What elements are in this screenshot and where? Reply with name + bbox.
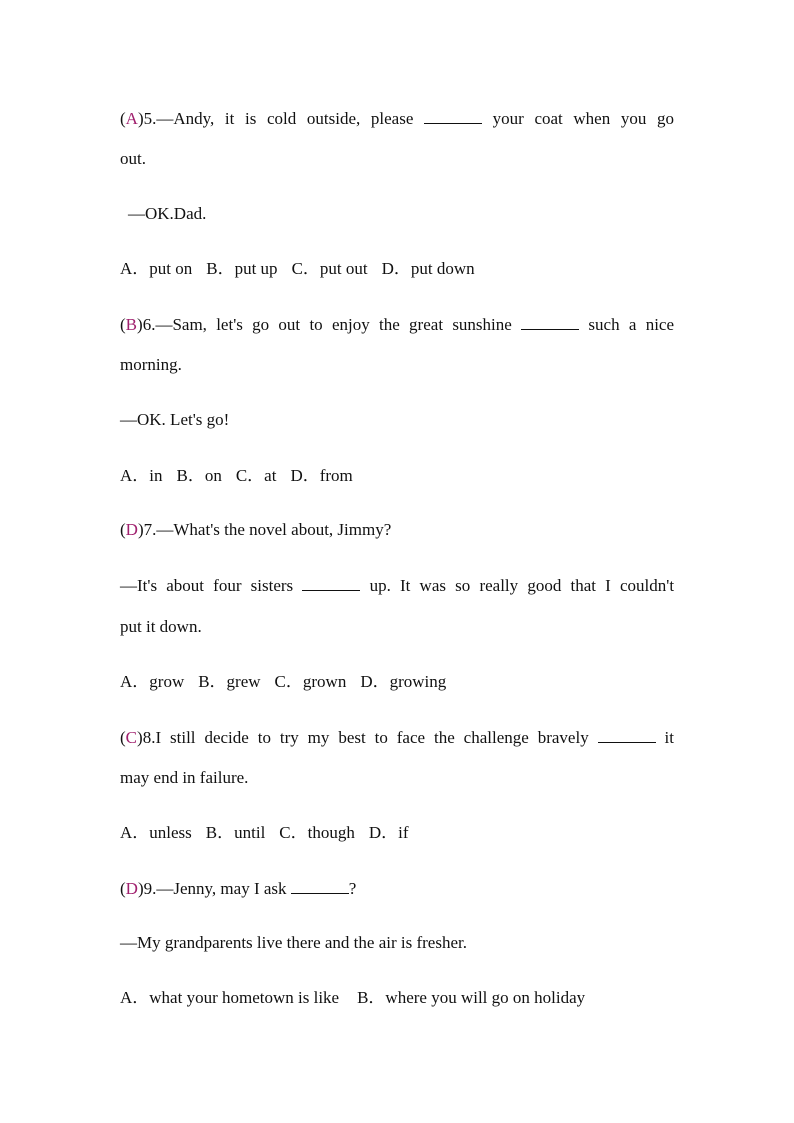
question-8-stem: (C)8.I still decide to try my best to face the challenge bravely it [120, 728, 674, 747]
question-7-stem: (D)7.—What's the novel about, Jimmy? [120, 520, 392, 539]
question-7-options [120, 672, 674, 692]
answer-blank [291, 878, 349, 894]
answer-letter: B [125, 315, 138, 334]
option-d: D．put down [381, 259, 475, 278]
answer-letter: D [125, 879, 138, 898]
question-8-options [120, 823, 674, 843]
option-c: C．grown [274, 672, 347, 691]
option-c: C．put out [291, 259, 368, 278]
answer-letter: D [125, 520, 138, 539]
option-b: B．until [205, 823, 266, 842]
option-b: B．grew [198, 672, 261, 691]
option-b: B．where you will go on holiday [357, 988, 586, 1007]
question-9-stem: (D)9.—Jenny, may I ask ? [120, 879, 357, 898]
option-d: D．from [290, 466, 353, 485]
option-d: D．growing [360, 672, 447, 691]
question-5-stem-cont: out. [120, 149, 146, 168]
answer-letter: A [125, 109, 138, 128]
answer-letter: C [125, 728, 138, 747]
answer-blank [598, 727, 656, 743]
option-a: A．put on [120, 259, 193, 278]
question-6-reply: —OK. Let's go! [120, 410, 230, 429]
question-8-stem-cont: may end in failure. [120, 768, 249, 787]
question-6-stem: (B)6.—Sam, let's go out to enjoy the great sunshine such a nice [120, 315, 675, 334]
option-a: A．what your hometown is like [120, 988, 340, 1007]
answer-blank [302, 575, 360, 591]
question-6-options [120, 466, 674, 486]
answer-blank [521, 314, 579, 330]
option-c: C．at [235, 466, 277, 485]
option-a: A．in [120, 466, 163, 485]
question-7-reply: —It's about four sisters up. It was so really good that I couldn't [120, 576, 675, 595]
option-b: B．put up [206, 259, 278, 278]
question-9-reply: —My grandparents live there and the air is fresher. [120, 933, 467, 952]
option-d: D．if [368, 823, 409, 842]
answer-blank [424, 108, 482, 124]
option-a: A．grow [120, 672, 185, 691]
option-c: C．though [279, 823, 355, 842]
question-5-stem: (A)5.—Andy, it is cold outside, please your coat when you go [120, 109, 674, 128]
question-5-reply: —OK.Dad. [128, 204, 207, 223]
question-7-reply-cont: put it down. [120, 617, 202, 636]
question-6-stem-cont: morning. [120, 355, 182, 374]
question-5-options [120, 259, 674, 279]
question-9-options [120, 988, 674, 1008]
option-a: A．unless [120, 823, 192, 842]
option-b: B．on [176, 466, 222, 485]
